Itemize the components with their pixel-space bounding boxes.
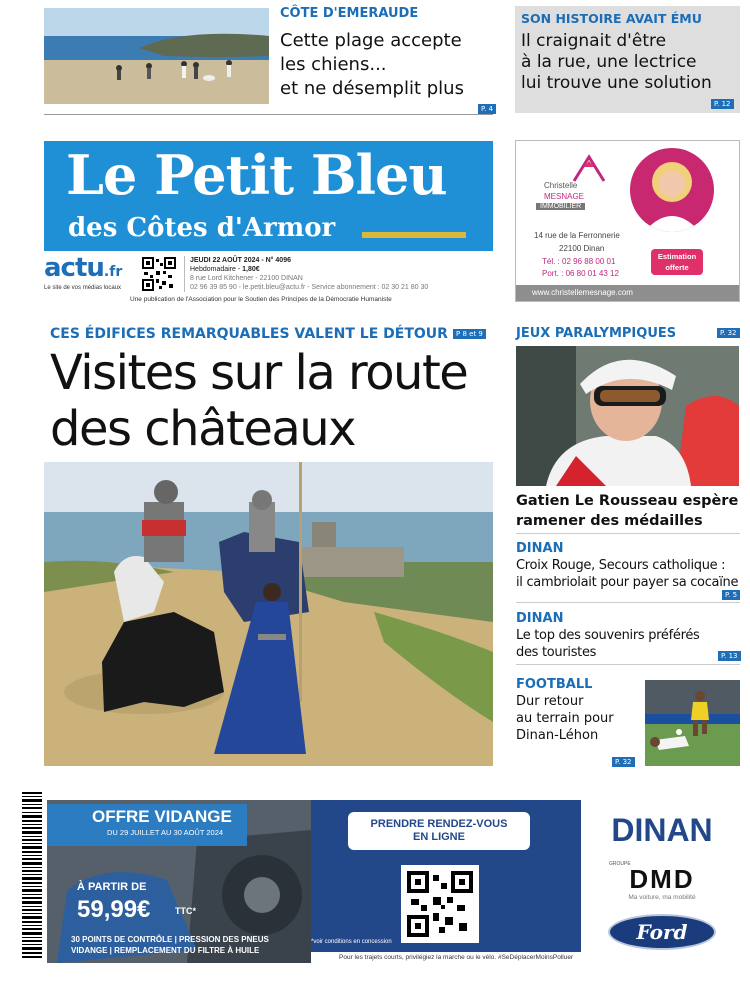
actu-logo-suffix: .fr — [103, 264, 123, 280]
ford-logo — [608, 914, 716, 950]
football-line-1: Dur retour — [516, 694, 584, 709]
issue-line: JEUDI 22 AOÛT 2024 - N° 4096 — [190, 257, 291, 264]
realestate-name-2: MESNAGE — [544, 192, 585, 201]
dinan2-page: P. 13 — [718, 651, 741, 661]
dinan2-line-1: Le top des souvenirs préférés — [516, 628, 700, 643]
realestate-city: 22100 Dinan — [559, 244, 605, 253]
realestate-website: www.christellemesnage.com — [532, 288, 633, 297]
football-text[interactable] — [516, 693, 614, 744]
actu-logo-text: actu — [44, 253, 104, 283]
dinan1-kicker: DINAN — [516, 541, 564, 556]
teaser-left-headline[interactable] — [280, 29, 464, 101]
dinan1-line-1: Croix Rouge, Secours catholique : — [516, 558, 726, 573]
rdv-line-1: PRENDRE RENDEZ-VOUS — [370, 818, 508, 830]
realestate-tel: Tél. : 02 96 88 00 01 — [542, 257, 616, 266]
conditions: *voir conditions en concession — [311, 939, 392, 945]
teaser-left-line-3: et ne désemplit plus — [280, 78, 464, 99]
offer-dates: DU 29 JUILLET AU 30 AOÛT 2024 — [107, 828, 224, 837]
ad-footer — [311, 952, 743, 963]
actu-tagline: Le site de vos médias locaux — [44, 285, 122, 291]
badge-line-2: offerte — [665, 263, 689, 272]
ford-logo-text: Ford — [636, 920, 688, 944]
masthead-title: Le Petit Bleu — [66, 143, 447, 207]
offer-details-1: 30 POINTS DE CONTRÔLE | PRESSION DES PNEUS — [71, 935, 269, 944]
rdv-qr-code-icon[interactable] — [401, 865, 479, 943]
football-kicker: FOOTBALL — [516, 677, 593, 692]
dmd-groupe: GROUPE — [609, 861, 631, 867]
price: 1,80€ — [242, 266, 260, 273]
badge-line-1: Estimation — [657, 252, 697, 261]
dinan1-page: P. 5 — [722, 590, 740, 600]
divider — [44, 114, 493, 115]
teaser-right-line-3: lui trouve une solution — [521, 73, 712, 93]
para-headline-1: Gatien Le Rousseau espère — [516, 493, 739, 509]
castle-knights-photo — [44, 462, 493, 766]
ad-footer-text: Pour les trajets courts, privilégiez la marche ou le vélo. #SeDéplacerMoinsPolluer — [339, 954, 574, 961]
offer-details-2: VIDANGE | REMPLACEMENT DU FILTRE À HUILE — [71, 946, 260, 955]
agent-photo — [630, 148, 714, 232]
para-headline-2: ramener des médailles — [516, 513, 703, 529]
issue-info — [184, 256, 428, 292]
rdv-panel — [311, 800, 581, 952]
publisher-line: Une publication de l'Association pour le Soutien des Principes de la Démocratie Humaniste — [130, 296, 392, 303]
barcode — [22, 792, 42, 960]
para-kicker: JEUX PARALYMPIQUES — [516, 326, 677, 341]
realestate-street: 14 rue de la Ferronnerie — [534, 231, 620, 240]
football-line-3: Dinan-Léhon — [516, 728, 599, 743]
cyclist-photo — [516, 346, 739, 486]
divider — [516, 602, 740, 603]
dinan1-line-2: il cambriolait pour payer sa cocaïne — [516, 575, 739, 590]
realestate-website-bar — [516, 285, 739, 301]
periodicity: Hebdomadaire - — [190, 266, 243, 273]
offer-ttc: TTC* — [175, 906, 196, 916]
masthead-accent-bar — [362, 232, 466, 238]
football-page: P. 32 — [612, 757, 635, 767]
periodicity-line — [190, 265, 428, 274]
main-headline-2: des châteaux — [50, 401, 356, 457]
dinan1-text[interactable] — [516, 557, 738, 591]
teaser-left-line-2: les chiens... — [280, 54, 387, 75]
address: 8 rue Lord Kitchener - 22100 DINAN — [190, 275, 303, 282]
para-page: P. 32 — [717, 328, 740, 338]
football-photo — [645, 680, 740, 766]
beach-photo — [44, 8, 269, 104]
estimation-badge — [651, 249, 703, 275]
teaser-right-line-1: Il craignait d'être — [521, 31, 667, 51]
teaser-right-kicker: SON HISTOIRE AVAIT ÉMU — [521, 11, 702, 26]
teaser-right-headline — [521, 31, 712, 94]
realestate-port: Port. : 06 80 01 43 12 — [542, 269, 619, 278]
offer-from: À PARTIR DE — [77, 881, 147, 893]
divider — [516, 533, 740, 534]
main-headline[interactable] — [50, 345, 467, 457]
para-headline[interactable] — [516, 491, 738, 531]
dealer-panel — [581, 800, 743, 952]
dmd-logo: DMD — [629, 864, 695, 894]
masthead-subtitle: des Côtes d'Armor — [68, 213, 336, 243]
teaser-left-line-1: Cette plage accepte — [280, 30, 462, 51]
divider — [516, 664, 740, 665]
qr-code-icon — [142, 257, 176, 291]
main-headline-1: Visites sur la route — [50, 345, 468, 401]
teaser-left-page: P. 4 — [478, 104, 496, 114]
teaser-right-line-2: à la rue, une lectrice — [521, 52, 697, 72]
main-kicker: CES ÉDIFICES REMARQUABLES VALENT LE DÉTOUR — [50, 326, 448, 342]
realestate-name-1: Christelle — [544, 181, 578, 190]
dmd-tagline: Ma voiture, ma mobilité — [628, 894, 696, 901]
rdv-line-2: EN LIGNE — [413, 831, 465, 843]
rdv-button[interactable] — [348, 812, 530, 850]
masthead — [44, 141, 493, 251]
main-page: P 8 et 9 — [453, 329, 486, 339]
contact: 02 96 39 85 90 - le.petit.bleu@actu.fr - Service abonnement : 02 30 21 80 30 — [190, 284, 429, 291]
ad-realestate[interactable] — [515, 140, 740, 302]
teaser-right-box[interactable] — [515, 6, 740, 113]
realestate-label: IMMOBILIER — [536, 203, 585, 210]
actu-logo[interactable] — [44, 253, 122, 283]
ad-bottom[interactable] — [47, 800, 743, 963]
football-line-2: au terrain pour — [516, 711, 614, 726]
offer-title: OFFRE VIDANGE — [92, 807, 232, 826]
dealer-name: DINAN — [611, 812, 713, 848]
teaser-right-page: P. 12 — [711, 99, 734, 109]
dinan2-kicker: DINAN — [516, 611, 564, 626]
dinan2-line-2: des touristes — [516, 645, 597, 660]
offer-price: 59,99€ — [77, 896, 151, 923]
dinan2-text[interactable] — [516, 627, 700, 661]
offer-panel — [47, 800, 311, 963]
teaser-left-kicker: CÔTE D'EMERAUDE — [280, 6, 419, 21]
